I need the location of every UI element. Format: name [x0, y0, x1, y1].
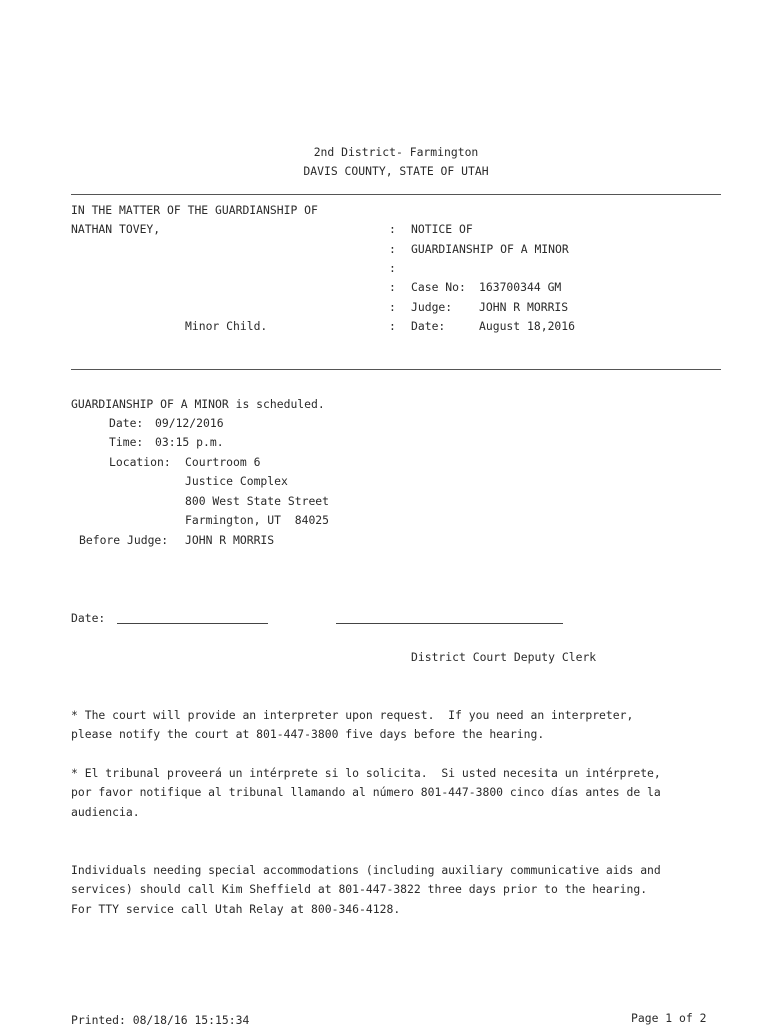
caption-separator: :	[389, 242, 396, 256]
judge-label: Judge:	[411, 300, 453, 314]
location-label: Location:	[109, 455, 171, 469]
case-number-label: Case No:	[411, 280, 466, 294]
signature-date-label: Date:	[71, 611, 106, 625]
accommodations-notice: For TTY service call Utah Relay at 800-346-4128.	[71, 902, 401, 916]
matter-line-2: NATHAN TOVEY,	[71, 222, 161, 236]
interpreter-notice-english: please notify the court at 801-447-3800 five days before the hearing.	[71, 727, 545, 741]
signature-line	[336, 623, 563, 624]
clerk-title: District Court Deputy Clerk	[411, 650, 597, 664]
hearing-scheduled: GUARDIANSHIP OF A MINOR is scheduled.	[71, 397, 325, 411]
notice-date: August 18,2016	[479, 319, 576, 333]
hearing-time-label: Time:	[109, 435, 144, 449]
before-judge-name: JOHN R MORRIS	[185, 533, 275, 547]
location-line: Courtroom 6	[185, 455, 261, 469]
caption-separator: :	[389, 261, 396, 275]
before-judge-label: Before Judge:	[79, 533, 169, 547]
case-number: 163700344 GM	[479, 280, 562, 294]
interpreter-notice-spanish: audiencia.	[71, 805, 140, 819]
interpreter-notice-spanish: * El tribunal proveerá un intérprete si lo solicita. Si usted necesita un intérprete,	[71, 766, 661, 780]
caption-divider	[71, 369, 721, 370]
signature-date-line	[117, 623, 268, 624]
hearing-date-label: Date:	[109, 416, 144, 430]
caption-separator: :	[389, 319, 396, 333]
caption-separator: :	[389, 222, 396, 236]
interpreter-notice-spanish: por favor notifique al tribunal llamando al número 801-447-3800 cinco días antes de la	[71, 785, 661, 799]
printed-timestamp: Printed: 08/18/16 15:15:34	[71, 1013, 250, 1027]
notice-of: NOTICE OF	[411, 222, 473, 236]
hearing-time: 03:15 p.m.	[155, 435, 224, 449]
notice-date-label: Date:	[411, 319, 446, 333]
location-line: Farmington, UT 84025	[185, 513, 330, 527]
court-name: 2nd District- Farmington	[313, 145, 479, 159]
accommodations-notice: Individuals needing special accommodations (including auxiliary communicative aids and	[71, 863, 661, 877]
hearing-date: 09/12/2016	[155, 416, 224, 430]
interpreter-notice-english: * The court will provide an interpreter upon request. If you need an interpreter,	[71, 708, 634, 722]
top-divider	[71, 194, 721, 195]
county-state: DAVIS COUNTY, STATE OF UTAH	[303, 164, 489, 178]
matter-line-1: IN THE MATTER OF THE GUARDIANSHIP OF	[71, 203, 318, 217]
page-number: Page 1 of 2	[631, 1011, 707, 1025]
judge-name: JOHN R MORRIS	[479, 300, 569, 314]
minor-child-label: Minor Child.	[185, 319, 268, 333]
caption-separator: :	[389, 280, 396, 294]
notice-title: GUARDIANSHIP OF A MINOR	[411, 242, 569, 256]
location-line: 800 West State Street	[185, 494, 330, 508]
accommodations-notice: services) should call Kim Sheffield at 801-447-3822 three days prior to the hearing.	[71, 882, 648, 896]
location-line: Justice Complex	[185, 474, 288, 488]
caption-separator: :	[389, 300, 396, 314]
